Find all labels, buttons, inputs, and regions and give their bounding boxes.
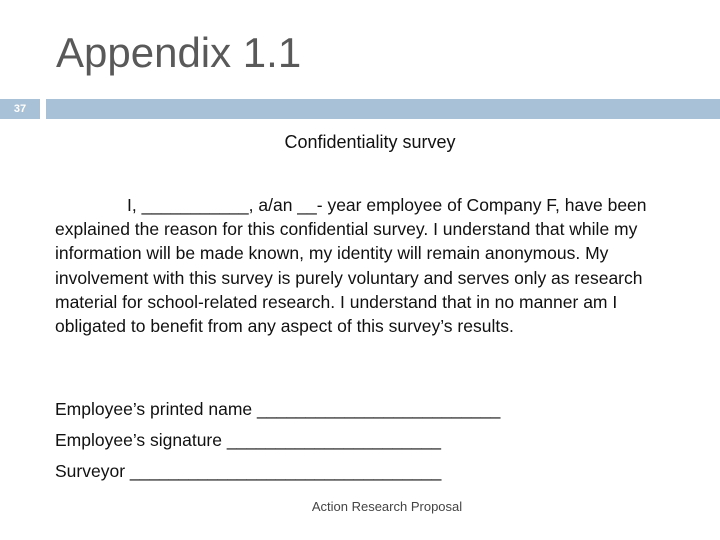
title-divider-bar <box>46 99 720 119</box>
document-heading: Confidentiality survey <box>284 132 456 152</box>
surveyor-field: Surveyor ________________________________ <box>55 461 442 481</box>
consent-paragraph: I, ___________, a/an __- year employee of Company F, have been explained the reason for this confidential survey. I understand that while my information will be made known, my identity will remain anonymous. My involvement with this survey is purely voluntary and serves only as research material for school-related research. I understand that in no manner am I obligated to benefit from any aspect of this survey’s results. <box>55 195 647 337</box>
signature-field: Employee’s signature ______________________ <box>55 430 441 450</box>
slide-title: Appendix 1.1 <box>56 29 302 76</box>
printed-name-field: Employee’s printed name _________________________ <box>55 399 501 419</box>
slide-number: 37 <box>0 99 40 119</box>
slide-footer: Action Research Proposal <box>311 499 463 514</box>
